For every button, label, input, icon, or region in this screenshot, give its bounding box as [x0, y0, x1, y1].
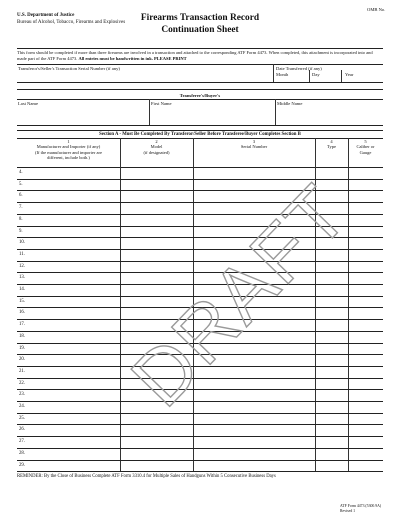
row-field-col2[interactable] — [121, 227, 192, 237]
row-field-col1[interactable] — [18, 262, 119, 272]
row-field-col1[interactable] — [18, 273, 119, 283]
row-field-col5[interactable] — [349, 203, 382, 213]
row-field-col1[interactable] — [18, 285, 119, 295]
row-field-col5[interactable] — [349, 285, 382, 295]
date-year-label: Year — [345, 72, 354, 77]
row-field-col1[interactable] — [18, 238, 119, 248]
row-field-col5[interactable] — [349, 449, 382, 459]
column-header-text: Caliber or — [356, 144, 375, 150]
row-field-col1[interactable] — [18, 320, 119, 330]
column-header-text: Gauge — [359, 149, 372, 155]
form-number — [340, 504, 381, 513]
row-field-col3[interactable] — [194, 449, 314, 459]
row-number: 18. — [19, 333, 25, 339]
column-header-text: 2 — [155, 139, 158, 144]
row-number: 12. — [19, 263, 25, 269]
row-number: 7. — [19, 205, 23, 211]
date-month-label: Month — [276, 72, 289, 77]
row-number: 29. — [19, 462, 25, 468]
row-field-col4[interactable] — [316, 402, 347, 412]
divider — [17, 89, 383, 90]
row-field-col5[interactable] — [349, 320, 382, 330]
last-name-field[interactable] — [17, 107, 148, 124]
row-field-col5[interactable] — [349, 308, 382, 318]
row-number: 22. — [19, 380, 25, 386]
row-field-col5[interactable] — [349, 355, 382, 365]
column-header-5 — [348, 139, 383, 155]
row-field-col2[interactable] — [121, 461, 192, 471]
row-field-col4[interactable] — [316, 168, 347, 178]
row-field-col4[interactable] — [316, 390, 347, 400]
row-field-col3[interactable] — [194, 425, 314, 435]
row-field-col1[interactable] — [18, 168, 119, 178]
serial-number-label: Transferor's/Seller's Transaction Serial Number (if any) — [18, 66, 120, 71]
row-field-col2[interactable] — [121, 238, 192, 248]
row-field-col5[interactable] — [349, 344, 382, 354]
row-field-col1[interactable] — [18, 250, 119, 260]
reminder-text: REMINDER: By the Close of Business Complete ATF Form 3310.4 for Multiple Sales of Handguns Within 5 Consecutive Business Days — [17, 474, 276, 479]
row-number: 16. — [19, 310, 25, 316]
column-header-text: Manufacturer and Importer (if any) — [36, 144, 101, 150]
row-number: 28. — [19, 450, 25, 456]
row-field-col5[interactable] — [349, 390, 382, 400]
row-field-col2[interactable] — [121, 262, 192, 272]
header-divider — [17, 48, 383, 49]
column-header-2 — [120, 139, 193, 155]
row-field-col4[interactable] — [316, 285, 347, 295]
row-number: 9. — [19, 228, 23, 234]
row-number: 17. — [19, 322, 25, 328]
row-field-col1[interactable] — [18, 390, 119, 400]
row-field-col2[interactable] — [121, 168, 192, 178]
row-field-col4[interactable] — [316, 461, 347, 471]
first-name-label: First Name — [151, 101, 172, 106]
first-name-field[interactable] — [150, 107, 274, 124]
row-number: 14. — [19, 287, 25, 292]
date-day-label: Day — [312, 72, 320, 77]
section-a-heading: Section A - Must Be Completed By Transferor/Seller Before Transferee/Buyer Completes Section B — [99, 132, 301, 137]
row-field-col2[interactable] — [121, 425, 192, 435]
row-field-col5[interactable] — [349, 273, 382, 283]
row-field-col1[interactable] — [18, 191, 119, 201]
omb-number: OMB No. — [367, 7, 386, 12]
row-field-col5[interactable] — [349, 402, 382, 412]
row-number: 5. — [19, 181, 23, 187]
divider — [17, 99, 383, 100]
row-field-col5[interactable] — [349, 367, 382, 377]
row-field-col1[interactable] — [18, 461, 119, 471]
row-field-col1[interactable] — [18, 437, 119, 447]
row-field-col5[interactable] — [349, 414, 382, 424]
row-field-col5[interactable] — [349, 379, 382, 389]
column-header-text: 5 — [364, 139, 367, 144]
row-field-col1[interactable] — [18, 215, 119, 225]
form-title-line1: Firearms Transaction Record — [140, 13, 260, 23]
row-field-col1[interactable] — [18, 180, 119, 190]
row-field-col1[interactable] — [18, 203, 119, 213]
row-field-col4[interactable] — [316, 414, 347, 424]
row-number: 20. — [19, 357, 25, 363]
form-number-line2: Revised 1 — [340, 508, 356, 513]
row-number: 26. — [19, 427, 25, 433]
column-header-text: 3 — [252, 139, 256, 144]
row-field-col5[interactable] — [349, 332, 382, 342]
row-field-col3[interactable] — [194, 414, 314, 424]
instructions-text: This form should be completed if more than three firearms are involved in a transaction and attached to the corresponding ATF Form 4473. When completed, this attachment is incorporated into and made part of the ATF Form 4473. — [17, 50, 373, 61]
row-field-col5[interactable] — [349, 180, 382, 190]
row-field-col2[interactable] — [121, 203, 192, 213]
row-field-col4[interactable] — [316, 297, 347, 307]
row-field-col1[interactable] — [18, 449, 119, 459]
row-field-col4[interactable] — [316, 308, 347, 318]
bureau-name: Bureau of Alcohol, Tobacco, Firearms and Explosives — [17, 19, 126, 25]
row-field-col5[interactable] — [349, 191, 382, 201]
middle-name-field[interactable] — [276, 107, 383, 124]
row-field-col4[interactable] — [316, 379, 347, 389]
column-header-text: 1 — [67, 139, 70, 144]
row-field-col5[interactable] — [349, 297, 382, 307]
row-field-col1[interactable] — [18, 414, 119, 424]
row-field-col1[interactable] — [18, 227, 119, 237]
instructions — [17, 50, 383, 61]
row-field-col1[interactable] — [18, 402, 119, 412]
row-field-col5[interactable] — [349, 168, 382, 178]
row-field-col5[interactable] — [349, 250, 382, 260]
row-field-col2[interactable] — [121, 449, 192, 459]
row-field-col2[interactable] — [121, 191, 192, 201]
row-field-col1[interactable] — [18, 355, 119, 365]
divider — [17, 130, 383, 131]
column-header-text: Type — [327, 144, 336, 150]
row-number: 15. — [19, 298, 25, 304]
row-number: 24. — [19, 404, 25, 409]
department-name: U.S. Department of Justice — [17, 13, 75, 18]
column-header-4 — [315, 139, 348, 150]
column-header-text: Model — [150, 144, 163, 150]
row-field-col4[interactable] — [316, 449, 347, 459]
divider — [17, 125, 383, 126]
draft-watermark: DRAFT — [114, 167, 366, 423]
row-field-col4[interactable] — [316, 425, 347, 435]
row-field-col4[interactable] — [316, 332, 347, 342]
row-field-col1[interactable] — [18, 332, 119, 342]
row-field-col4[interactable] — [316, 437, 347, 447]
column-header-1 — [17, 139, 120, 161]
row-number: 13. — [19, 275, 25, 281]
row-number: 11. — [19, 251, 25, 257]
row-field-col1[interactable] — [18, 367, 119, 377]
row-field-col3[interactable] — [194, 402, 314, 412]
column-header-text: different, include both.) — [47, 155, 90, 161]
row-field-col3[interactable] — [194, 390, 314, 400]
row-divider — [17, 471, 383, 472]
row-number: 6. — [19, 193, 23, 199]
row-field-col5[interactable] — [349, 425, 382, 435]
row-field-col4[interactable] — [316, 320, 347, 330]
row-field-col2[interactable] — [121, 250, 192, 260]
row-number: 27. — [19, 439, 25, 445]
row-number: 4. — [19, 170, 23, 175]
column-header-text: (If the manufacturer and importer are — [34, 149, 103, 155]
column-header-3 — [193, 139, 315, 150]
form-title-line2: Continuation Sheet — [161, 24, 239, 35]
row-field-col4[interactable] — [316, 344, 347, 354]
row-field-col3[interactable] — [194, 437, 314, 447]
divider — [17, 82, 383, 83]
row-field-col5[interactable] — [349, 262, 382, 272]
row-field-col2[interactable] — [121, 180, 192, 190]
instructions-divider — [17, 64, 383, 65]
row-field-col3[interactable] — [194, 461, 314, 471]
row-field-col2[interactable] — [121, 215, 192, 225]
column-header-text: (if designated) — [143, 149, 170, 155]
row-field-col2[interactable] — [121, 273, 192, 283]
last-name-label: Last Name — [18, 101, 39, 106]
row-field-col1[interactable] — [18, 379, 119, 389]
form-title — [0, 13, 400, 36]
row-field-col2[interactable] — [121, 437, 192, 447]
column-header-text: Serial Number — [240, 144, 268, 150]
row-field-col1[interactable] — [18, 297, 119, 307]
middle-name-label: Middle Name — [277, 101, 303, 106]
row-field-col4[interactable] — [316, 355, 347, 365]
row-number: 8. — [19, 216, 23, 222]
row-field-col1[interactable] — [18, 308, 119, 318]
row-field-col1[interactable] — [18, 344, 119, 354]
row-field-col4[interactable] — [316, 367, 347, 377]
form-number-line1: ATF Form 4473 (5300.9A) — [340, 504, 382, 508]
instructions-bold: All entries must be handwritten in ink. PLEASE PRINT — [78, 55, 187, 61]
row-field-col5[interactable] — [349, 461, 382, 471]
date-transferred-label: Date Transferred (if any) — [276, 66, 322, 71]
row-number: 21. — [19, 368, 25, 374]
row-number: 25. — [19, 415, 25, 421]
row-number: 19. — [19, 345, 25, 351]
row-number: 23. — [19, 392, 25, 398]
row-field-col1[interactable] — [18, 425, 119, 435]
column-header-text: 4 — [330, 139, 333, 144]
transferee-heading: Transferee's/Buyer's — [179, 93, 221, 98]
row-field-col5[interactable] — [349, 437, 382, 447]
row-number: 10. — [19, 240, 25, 246]
serial-number-field[interactable] — [17, 72, 273, 82]
